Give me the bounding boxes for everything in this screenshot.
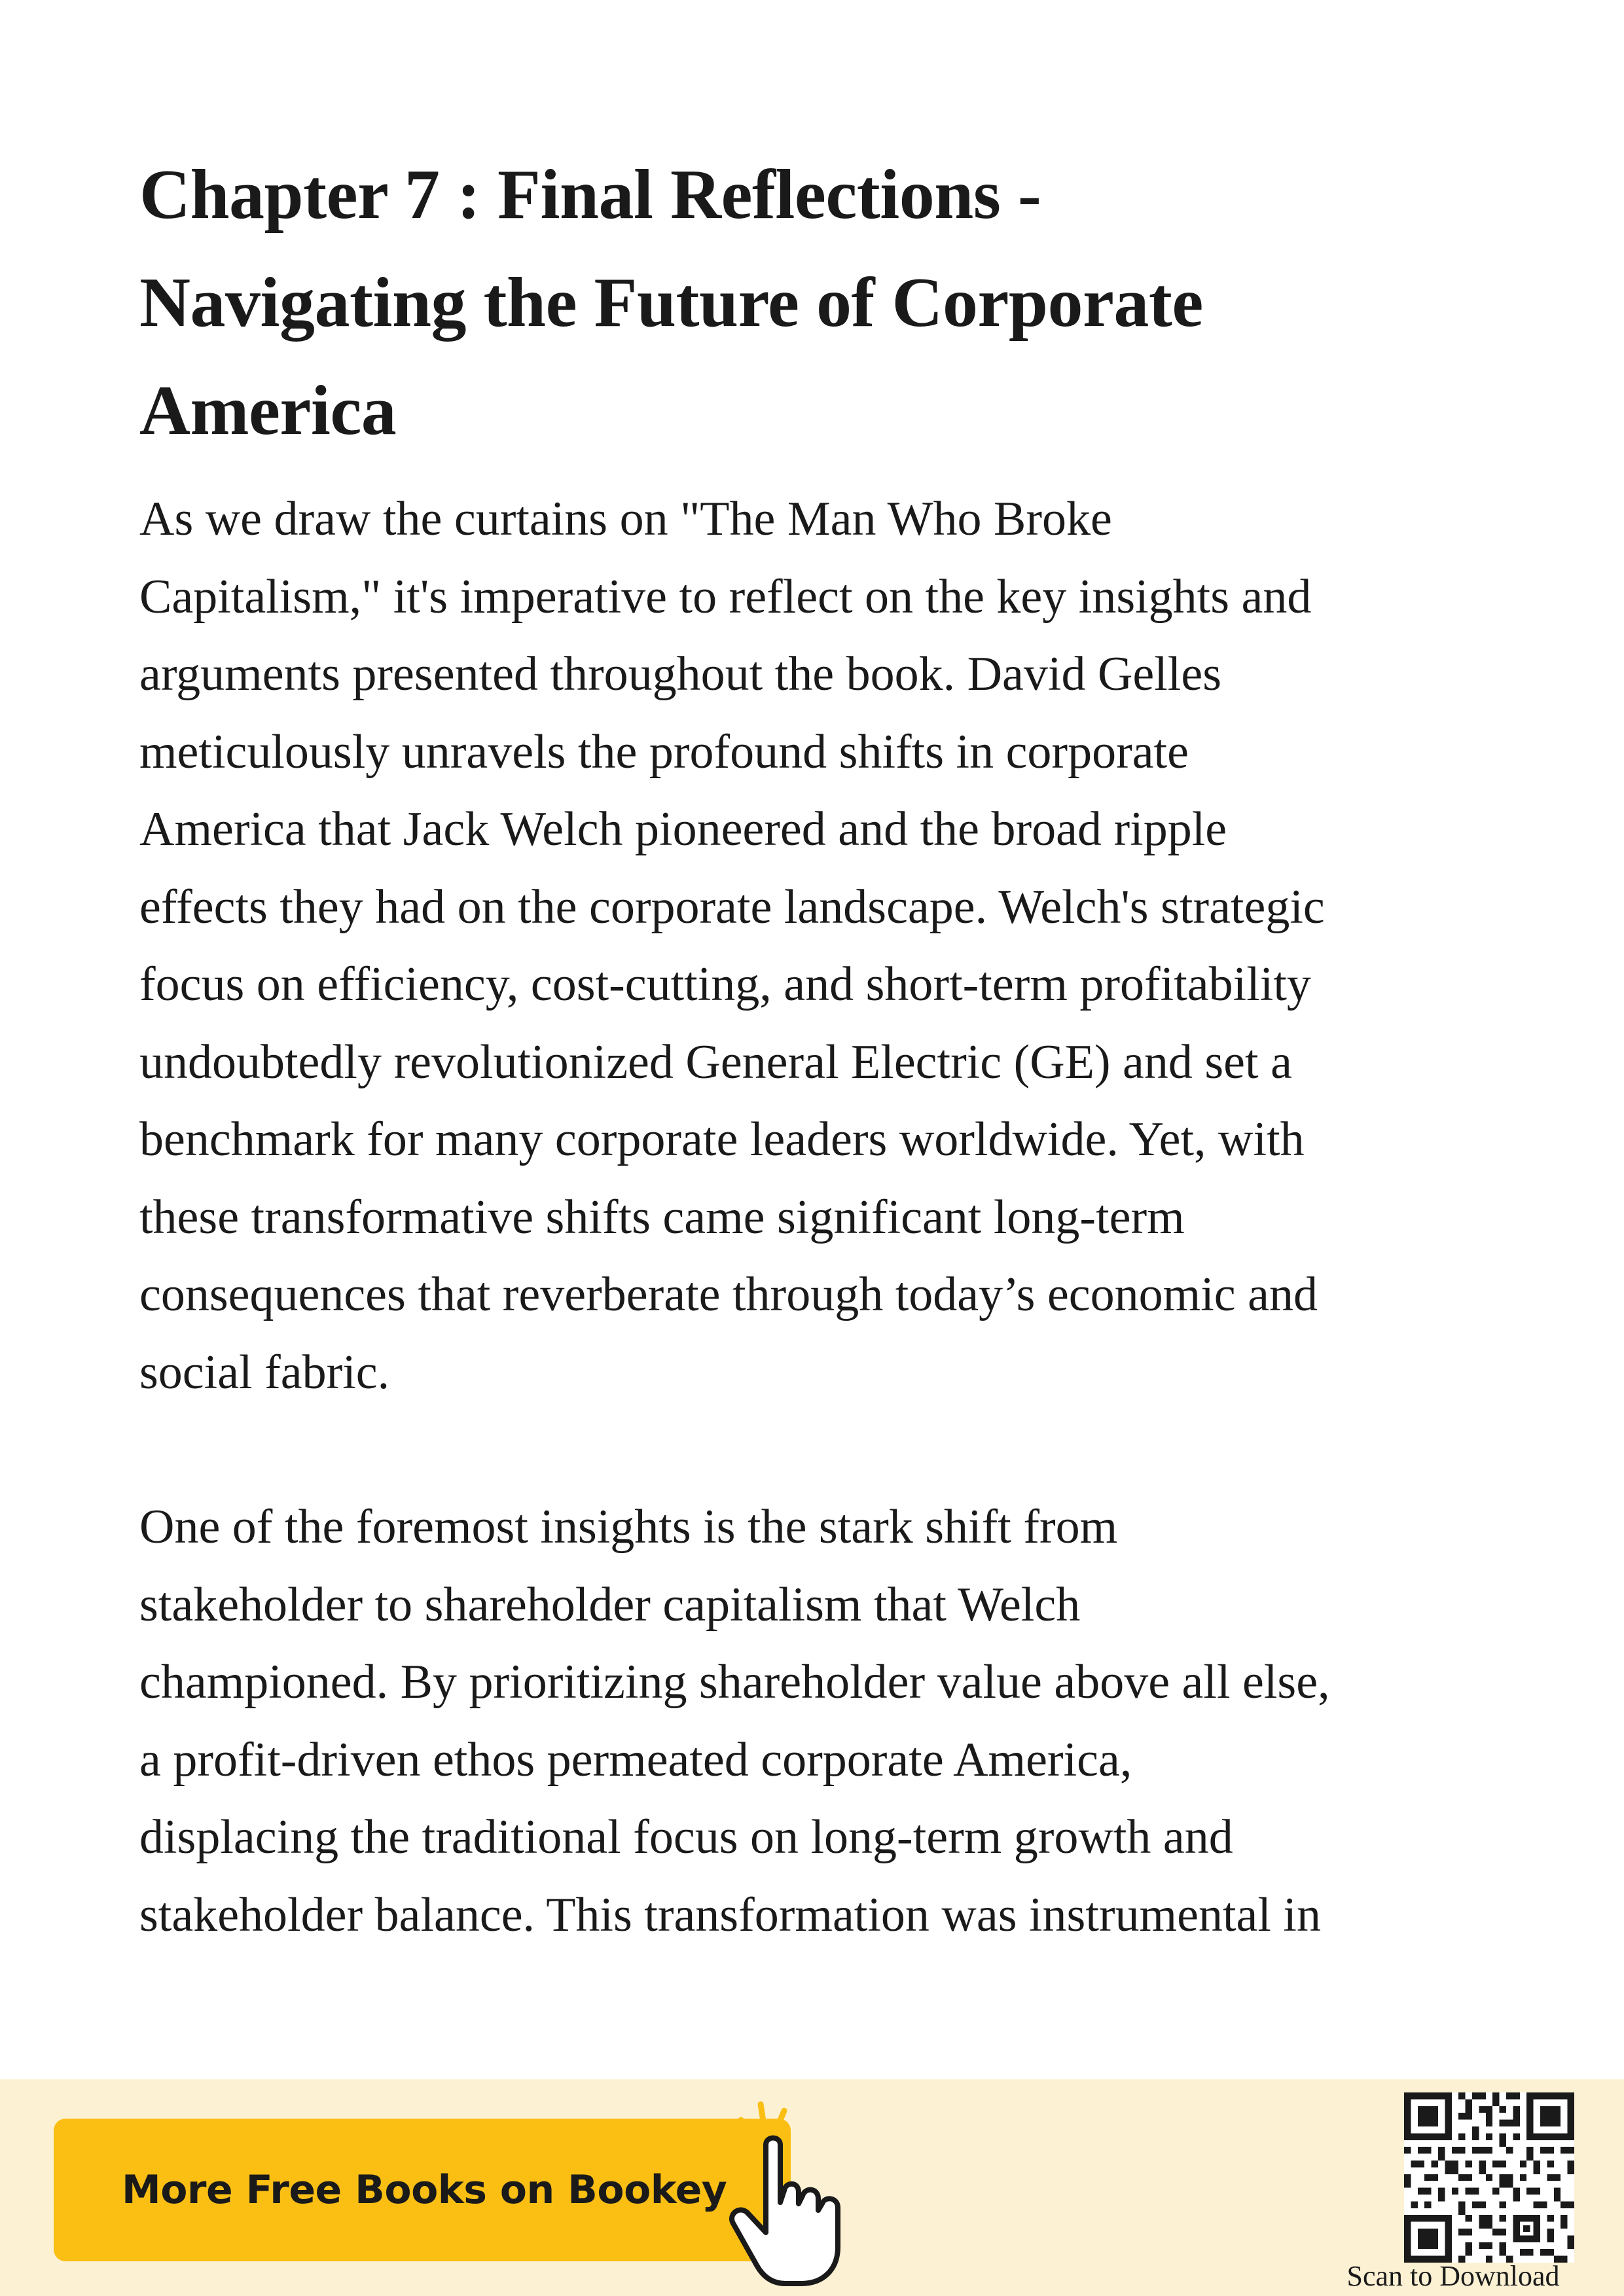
paragraph-line: consequences that reverberate through today’s economic and (139, 1268, 1318, 1321)
footer-banner (0, 2079, 1624, 2296)
body-paragraph-1 (139, 480, 1507, 1411)
paragraph-line: a profit-driven ethos permeated corporate America, (139, 1732, 1132, 1787)
paragraph-line: effects they had on the corporate landscape. Welch's strategic (139, 880, 1325, 934)
paragraph-line: displacing the traditional focus on long-term growth and (139, 1810, 1233, 1864)
paragraph-line: One of the foremost insights is the stark shift from (139, 1500, 1118, 1554)
chapter-title-line: America (139, 372, 397, 450)
paragraph-line: Capitalism," it's imperative to reflect on the key insights and (139, 569, 1312, 624)
paragraph-line: championed. By prioritizing shareholder value above all else, (139, 1655, 1330, 1709)
qr-caption: Scan to Download (1346, 2260, 1560, 2292)
paragraph-line: stakeholder balance. This transformation was instrumental in (139, 1888, 1321, 1942)
paragraph-line: meticulously unravels the profound shifts in corporate (139, 725, 1189, 779)
paragraph-line: these transformative shifts came significant long-term (139, 1190, 1185, 1244)
paragraph-line: America that Jack Welch pioneered and the broad ripple (139, 802, 1227, 856)
paragraph-line: undoubtedly revolutionized General Electric (GE) and set a (139, 1035, 1292, 1089)
body-paragraph-2 (139, 1488, 1507, 1954)
chapter-title-line: Chapter 7 : Final Reflections - (139, 156, 1041, 234)
page-content (139, 141, 1507, 1954)
paragraph-line: focus on efficiency, cost-cutting, and short-term profitability (139, 958, 1311, 1011)
paragraph-line: As we draw the curtains on "The Man Who Broke (139, 492, 1112, 546)
chapter-title-line: Navigating the Future of Corporate (139, 264, 1203, 342)
paragraph-line: benchmark for many corporate leaders worldwide. Yet, with (139, 1113, 1305, 1166)
hand-pointer-icon[interactable] (720, 2092, 877, 2289)
paragraph-line: social fabric. (139, 1345, 390, 1399)
qr-code-icon (1404, 2092, 1574, 2263)
more-free-books-button[interactable] (54, 2119, 791, 2261)
paragraph-line: arguments presented throughout the book. David Gelles (139, 647, 1222, 701)
chapter-title (139, 141, 1507, 465)
paragraph-spacer (139, 1411, 1507, 1488)
paragraph-line: stakeholder to shareholder capitalism that Welch (139, 1577, 1081, 1632)
more-free-books-label: More Free Books on Bookey (122, 2167, 727, 2213)
